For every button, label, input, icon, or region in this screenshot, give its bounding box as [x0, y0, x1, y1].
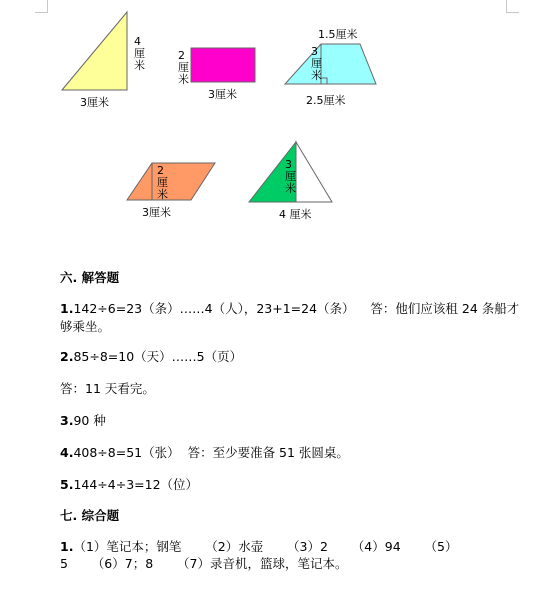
- section7-q1-continuation: 5 （6）7；8 （7）录音机，篮球，笔记本。: [60, 556, 348, 571]
- s7-q1-text: （1）笔记本；钢笔 （2）水壶 （3）2 （4）94 （5）: [73, 539, 458, 554]
- q5-text: 144÷4÷3=12（位）: [73, 477, 199, 492]
- trapezoid-figure: [285, 27, 376, 107]
- right-triangle-shape: [62, 12, 127, 90]
- trapezoid-height-label: 3 厘米: [311, 45, 322, 82]
- triangle1-base-label: 3厘米: [80, 96, 109, 109]
- q1-text: 142÷6=23（条）……4（人），23+1=24（条） 答：他们应该租 24 条船才: [73, 301, 520, 316]
- trapezoid-bottom-label: 2.5厘米: [306, 94, 346, 107]
- q3-number: 3.: [60, 413, 74, 428]
- section6-q2: [60, 346, 530, 367]
- triangle2-height-label: 3 厘米: [285, 158, 296, 195]
- right-triangle-figure: [62, 12, 145, 109]
- rectangle-figure: [178, 48, 255, 101]
- q2-text: 85÷8=10（天）……5（页）: [73, 349, 243, 364]
- section6-q3: [60, 410, 530, 431]
- trapezoid-shape: [285, 44, 376, 84]
- q4-text: 408÷8=51（张） 答：至少要准备 51 张圆桌。: [73, 445, 349, 460]
- parallelogram-shape: [127, 163, 215, 200]
- q2-number: 2.: [60, 349, 74, 364]
- q4-number: 4.: [60, 445, 74, 460]
- triangle1-height-label: 4 厘米: [134, 35, 145, 72]
- s7-q1-number: 1.: [60, 539, 74, 554]
- parallelogram-figure: [127, 163, 215, 219]
- section6-q1-continuation: 够乘坐。: [60, 319, 111, 334]
- section6-q4: [60, 442, 530, 463]
- rectangle-height-label: 2 厘米: [178, 49, 189, 86]
- section6-title: 六. 解答题: [60, 270, 120, 285]
- rectangle-width-label: 3厘米: [208, 88, 237, 101]
- section6-q2-answer: 答：11 天看完。: [60, 381, 155, 396]
- rectangle-shape: [191, 48, 255, 82]
- q5-number: 5.: [60, 477, 74, 492]
- q3-text: 90 种: [73, 413, 106, 428]
- triangle-altitude-figure: [249, 142, 332, 221]
- q1-number: 1.: [60, 301, 74, 316]
- triangle2-base-label: 4 厘米: [279, 208, 312, 221]
- section6-q5: [60, 474, 530, 495]
- parallelogram-height-label: 2 厘米: [157, 164, 168, 201]
- geometry-figures: [0, 0, 560, 240]
- triangle2-right-shape: [296, 142, 332, 202]
- trapezoid-top-label: 1.5厘米: [318, 28, 358, 41]
- section7-title: 七. 综合题: [60, 508, 120, 523]
- parallelogram-base-label: 3厘米: [142, 206, 171, 219]
